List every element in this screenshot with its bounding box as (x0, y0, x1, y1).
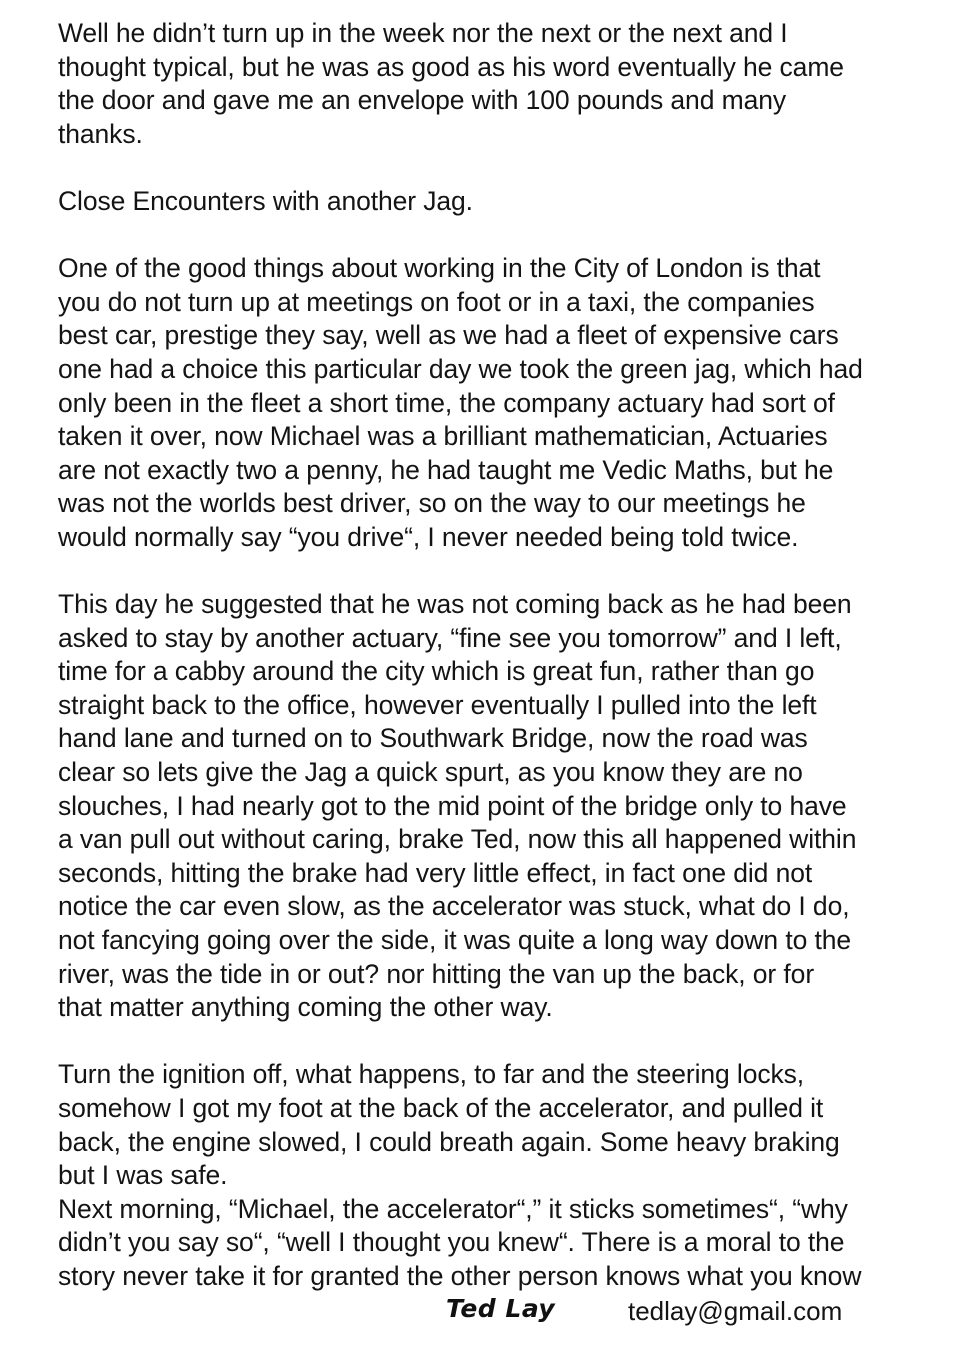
text-line: not fancying going over the side, it was quite a long way down to the (58, 925, 852, 956)
text-line: This day he suggested that he was not coming back as he had been (58, 589, 852, 620)
text-line: slouches, I had nearly got to the mid point of the bridge only to have (58, 790, 847, 821)
section-heading (58, 185, 958, 219)
text-line: clear so lets give the Jag a quick spurt, as you know they are no (58, 757, 803, 788)
author-email: tedlay@gmail.com (628, 1296, 843, 1326)
paragraph-ignition (58, 1058, 958, 1293)
text-line: taken it over, now Michael was a brilliant mathematician, Actuaries (58, 421, 828, 452)
text-line: One of the good things about working in the City of London is that (58, 253, 821, 284)
text-line: best car, prestige they say, well as we had a fleet of expensive cars (58, 320, 839, 351)
text-line: that matter anything coming the other way. (58, 992, 553, 1023)
text-line: straight back to the office, however eventually I pulled into the left (58, 689, 817, 720)
paragraph-envelope (58, 17, 958, 151)
text-line: Next morning, “Michael, the accelerator“,” it sticks sometimes“, “why (58, 1193, 848, 1224)
text-line: but I was safe. (58, 1160, 228, 1191)
text-line: would normally say “you drive“, I never needed being told twice. (58, 521, 799, 552)
text-line: you do not turn up at meetings on foot or in a taxi, the companies (58, 286, 815, 317)
text-line: somehow I got my foot at the back of the accelerator, and pulled it (58, 1093, 824, 1123)
text-line: Turn the ignition off, what happens, to far and the steering locks, (58, 1059, 805, 1090)
text-line: hand lane and turned on to Southwark Bridge, now the road was (58, 723, 808, 754)
text-line: a van pull out without caring, brake Ted, now this all happened within (58, 824, 857, 855)
text-line: the door and gave me an envelope with 100 pounds and many (58, 85, 786, 116)
paragraph-city-of-london (58, 252, 958, 554)
text-line: are not exactly two a penny, he had taught me Vedic Maths, but he (58, 454, 834, 485)
text-line: back, the engine slowed, I could breath again. Some heavy braking (58, 1126, 840, 1157)
text-line: thanks. (58, 118, 143, 149)
text-line: was not the worlds best driver, so on the way to our meetings he (58, 488, 806, 519)
story-text (58, 17, 958, 1294)
paragraph-southwark-bridge (58, 588, 958, 1025)
text-line: story never take it for granted the other person knows what you know (58, 1260, 862, 1291)
text-line: notice the car even slow, as the accelerator was stuck, what do I do, (58, 891, 850, 922)
text-line: thought typical, but he was as good as his word eventually he came (58, 51, 844, 82)
text-line: time for a cabby around the city which is great fun, rather than go (58, 656, 815, 687)
text-line: only been in the fleet a short time, the company actuary had sort of (58, 387, 835, 418)
heading-line: Close Encounters with another Jag. (58, 185, 473, 216)
text-line: one had a choice this particular day we took the green jag, which had (58, 353, 863, 384)
text-line: Well he didn’t turn up in the week nor the next or the next and I (58, 18, 788, 48)
text-line: didn’t you say so“, “well I thought you knew“. There is a moral to the (58, 1227, 845, 1258)
text-line: river, was the tide in or out? nor hitting the van up the back, or for (58, 958, 815, 989)
text-line: seconds, hitting the brake had very little effect, in fact one did not (58, 857, 813, 888)
author-signature: Ted Lay (446, 1294, 556, 1323)
text-line: asked to stay by another actuary, “fine see you tomorrow” and I left, (58, 622, 842, 653)
